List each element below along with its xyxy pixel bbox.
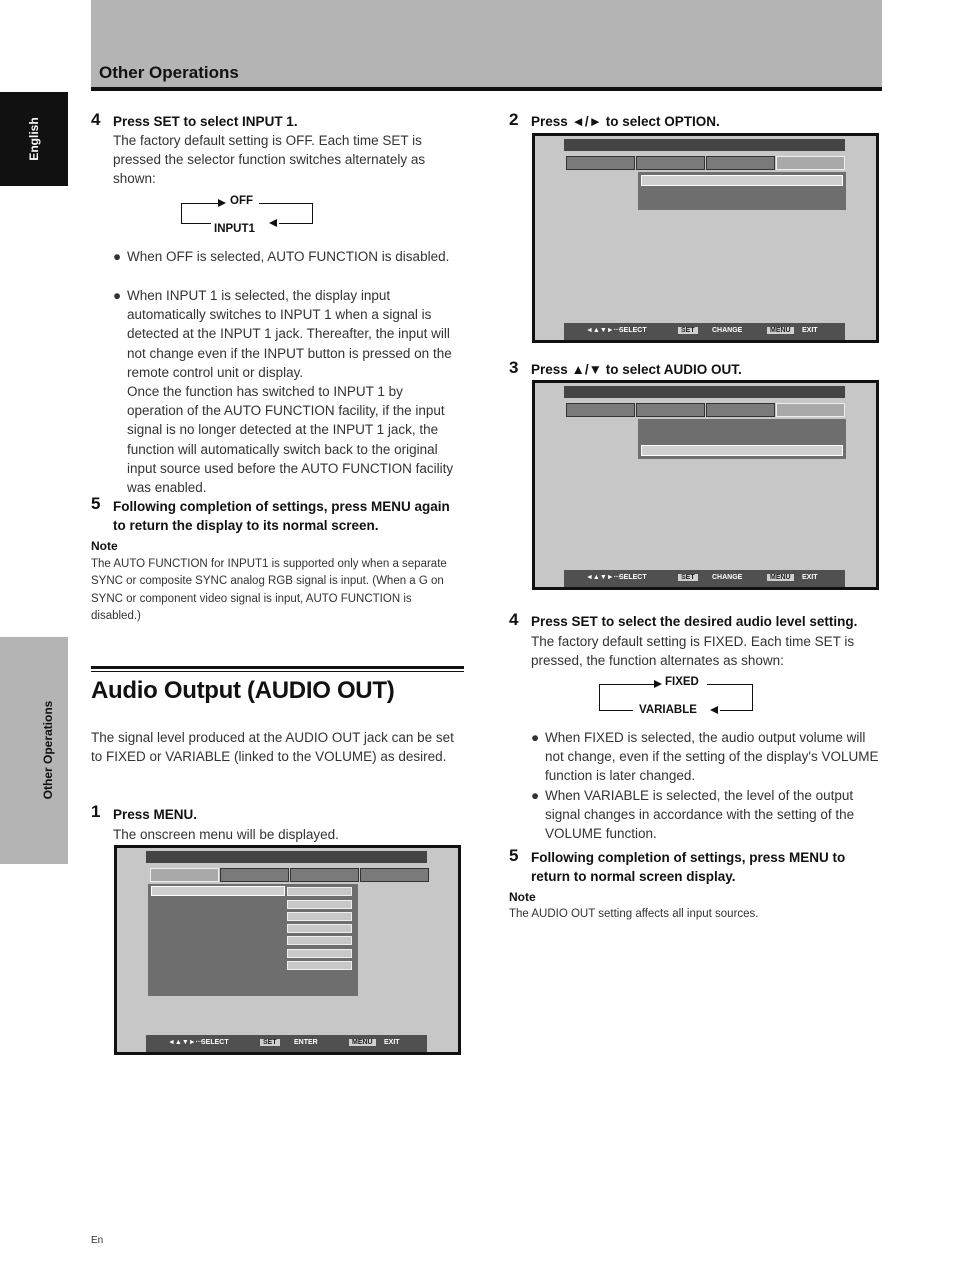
step-heading: Press SET to select the desired audio level setting.	[531, 614, 858, 629]
side-tab-other-operations	[0, 637, 68, 864]
menu-title-bar	[146, 851, 427, 863]
step-number: 5	[91, 494, 101, 513]
section-intro: The signal level produced at the AUDIO OUT jack can be set to FIXED or VARIABLE (linked to the VOLUME) as desired.	[91, 730, 454, 765]
footer-key-set: SET	[260, 1039, 280, 1046]
footer-exit: EXIT	[802, 327, 818, 334]
menu-tab	[636, 403, 705, 417]
section-title: Other Operations	[99, 63, 239, 82]
side-tab-other-label: Other Operations	[41, 700, 55, 800]
menu-tab	[150, 868, 219, 882]
menu-tab	[220, 868, 289, 882]
menu-tab	[566, 403, 635, 417]
arrows-icon: ◄▲▼►···	[168, 1039, 203, 1046]
bullet-item: ● When OFF is selected, AUTO FUNCTION is disabled.	[113, 249, 450, 264]
step-heading: Press ◄/► to select OPTION.	[531, 114, 720, 129]
arrow-left-icon	[710, 706, 718, 714]
footer-key-set: SET	[678, 574, 698, 581]
note-text: The AUDIO OUT setting affects all input sources.	[509, 908, 759, 920]
menu-tab	[360, 868, 429, 882]
footer-select: SELECT	[619, 327, 647, 334]
step-body: The onscreen menu will be displayed.	[113, 827, 339, 842]
footer-action: CHANGE	[712, 327, 743, 334]
menu-title-bar	[564, 139, 845, 151]
adjust-bar	[287, 900, 352, 909]
adjust-bar	[287, 912, 352, 921]
flow-bottom-label: VARIABLE	[639, 704, 697, 716]
adjust-bar	[287, 961, 352, 970]
footer-select: SELECT	[201, 1039, 229, 1046]
footer-select: SELECT	[619, 574, 647, 581]
step-heading: Following completion of settings, press MENU again to return the display to its normal screen.	[113, 499, 450, 533]
arrow-right-icon	[218, 199, 226, 207]
footer-action: CHANGE	[712, 574, 743, 581]
menu-selected-item	[641, 175, 843, 186]
adjust-bar	[287, 936, 352, 945]
footer-exit: EXIT	[384, 1039, 400, 1046]
flow-top-label: FIXED	[665, 676, 699, 688]
menu-selected-item	[641, 445, 843, 456]
menu-tab-option	[776, 156, 845, 170]
note-text: The AUTO FUNCTION for INPUT1 is supported only when a separate SYNC or composite SYNC analog RGB signal is input. (When a G on SYNC or component video signal is input, AUTO FUNCTION is disabled.)	[91, 558, 447, 623]
note-label: Note	[91, 539, 118, 553]
section-rule	[91, 666, 464, 669]
arrow-left-icon	[269, 219, 277, 227]
step-number: 4	[91, 110, 101, 129]
menu-title-bar	[564, 386, 845, 398]
footer-action: ENTER	[294, 1039, 318, 1046]
onscreen-menu-screen	[114, 845, 461, 1055]
menu-selected-item	[151, 886, 285, 896]
bullet-item: ● When FIXED is selected, the audio output volume will not change, even if the setting of the display's VOLUME function is later changed.	[531, 730, 879, 784]
step-heading: Press SET to select INPUT 1.	[113, 114, 298, 129]
menu-tab	[706, 403, 775, 417]
step-body: The factory default setting is OFF. Each time SET is pressed the selector function switches alternately as shown:	[113, 133, 426, 187]
step-heading: Press ▲/▼ to select AUDIO OUT.	[531, 362, 742, 377]
side-tab-english-label: English	[27, 117, 41, 161]
flow-diagram-fixed-variable	[599, 675, 755, 716]
step-heading: Following completion of settings, press MENU to return to normal screen display.	[531, 850, 846, 884]
step-number: 3	[509, 358, 519, 377]
footer-key-set: SET	[678, 327, 698, 334]
step-number: 5	[509, 846, 519, 865]
flow-top-label: OFF	[230, 195, 253, 207]
arrows-icon: ◄▲▼►···	[586, 574, 621, 581]
menu-tab	[706, 156, 775, 170]
bullet-item: ● When VARIABLE is selected, the level of the output signal changes in accordance with the setting of the VOLUME function.	[531, 788, 855, 842]
step-number: 1	[91, 802, 101, 821]
section-rule-thin	[91, 671, 464, 672]
audio-out-menu-screen	[532, 380, 879, 590]
step-number: 4	[509, 610, 519, 629]
menu-footer	[564, 570, 845, 587]
header-rule	[91, 87, 882, 91]
step-body: The factory default setting is FIXED. Each time SET is pressed, the function alternates as shown:	[531, 634, 855, 669]
menu-tab-option	[776, 403, 845, 417]
step-heading: Press MENU.	[113, 807, 198, 822]
footer-key-menu: MENU	[767, 327, 794, 334]
step-number: 2	[509, 110, 519, 129]
menu-footer	[564, 323, 845, 340]
arrow-right-icon	[654, 680, 662, 688]
menu-tab	[566, 156, 635, 170]
arrows-icon: ◄▲▼►···	[586, 327, 621, 334]
menu-footer	[146, 1035, 427, 1052]
menu-tab	[290, 868, 359, 882]
menu-tab	[636, 156, 705, 170]
note-label: Note	[509, 890, 536, 904]
bullet-item: ● When INPUT 1 is selected, the display input automatically switches to INPUT 1 when a signal is detected at the INPUT 1 jack. Thereafter, the input will not change even if the INPUT button is pressed on the remote control unit or display. Once the function has switched to INPUT 1 by operation of the AUTO FUNCTION facility, if the input signal is no longer detected at the INPUT 1 jack, the function will automatically switch back to the original input source used before the AUTO FUNCTION facility was enabled.	[113, 288, 454, 496]
page-title: Audio Output (AUDIO OUT)	[91, 677, 395, 704]
footer-key-menu: MENU	[767, 574, 794, 581]
footer-exit: EXIT	[802, 574, 818, 581]
adjust-bar	[287, 949, 352, 958]
flow-diagram-off-input1	[181, 194, 313, 235]
adjust-bar	[287, 924, 352, 933]
footer-key-menu: MENU	[349, 1039, 376, 1046]
option-menu-screen	[532, 133, 879, 343]
adjust-bar	[287, 887, 352, 896]
footer-language: En	[91, 1235, 104, 1246]
flow-bottom-label: INPUT1	[214, 223, 255, 235]
side-tab-english	[0, 92, 68, 186]
